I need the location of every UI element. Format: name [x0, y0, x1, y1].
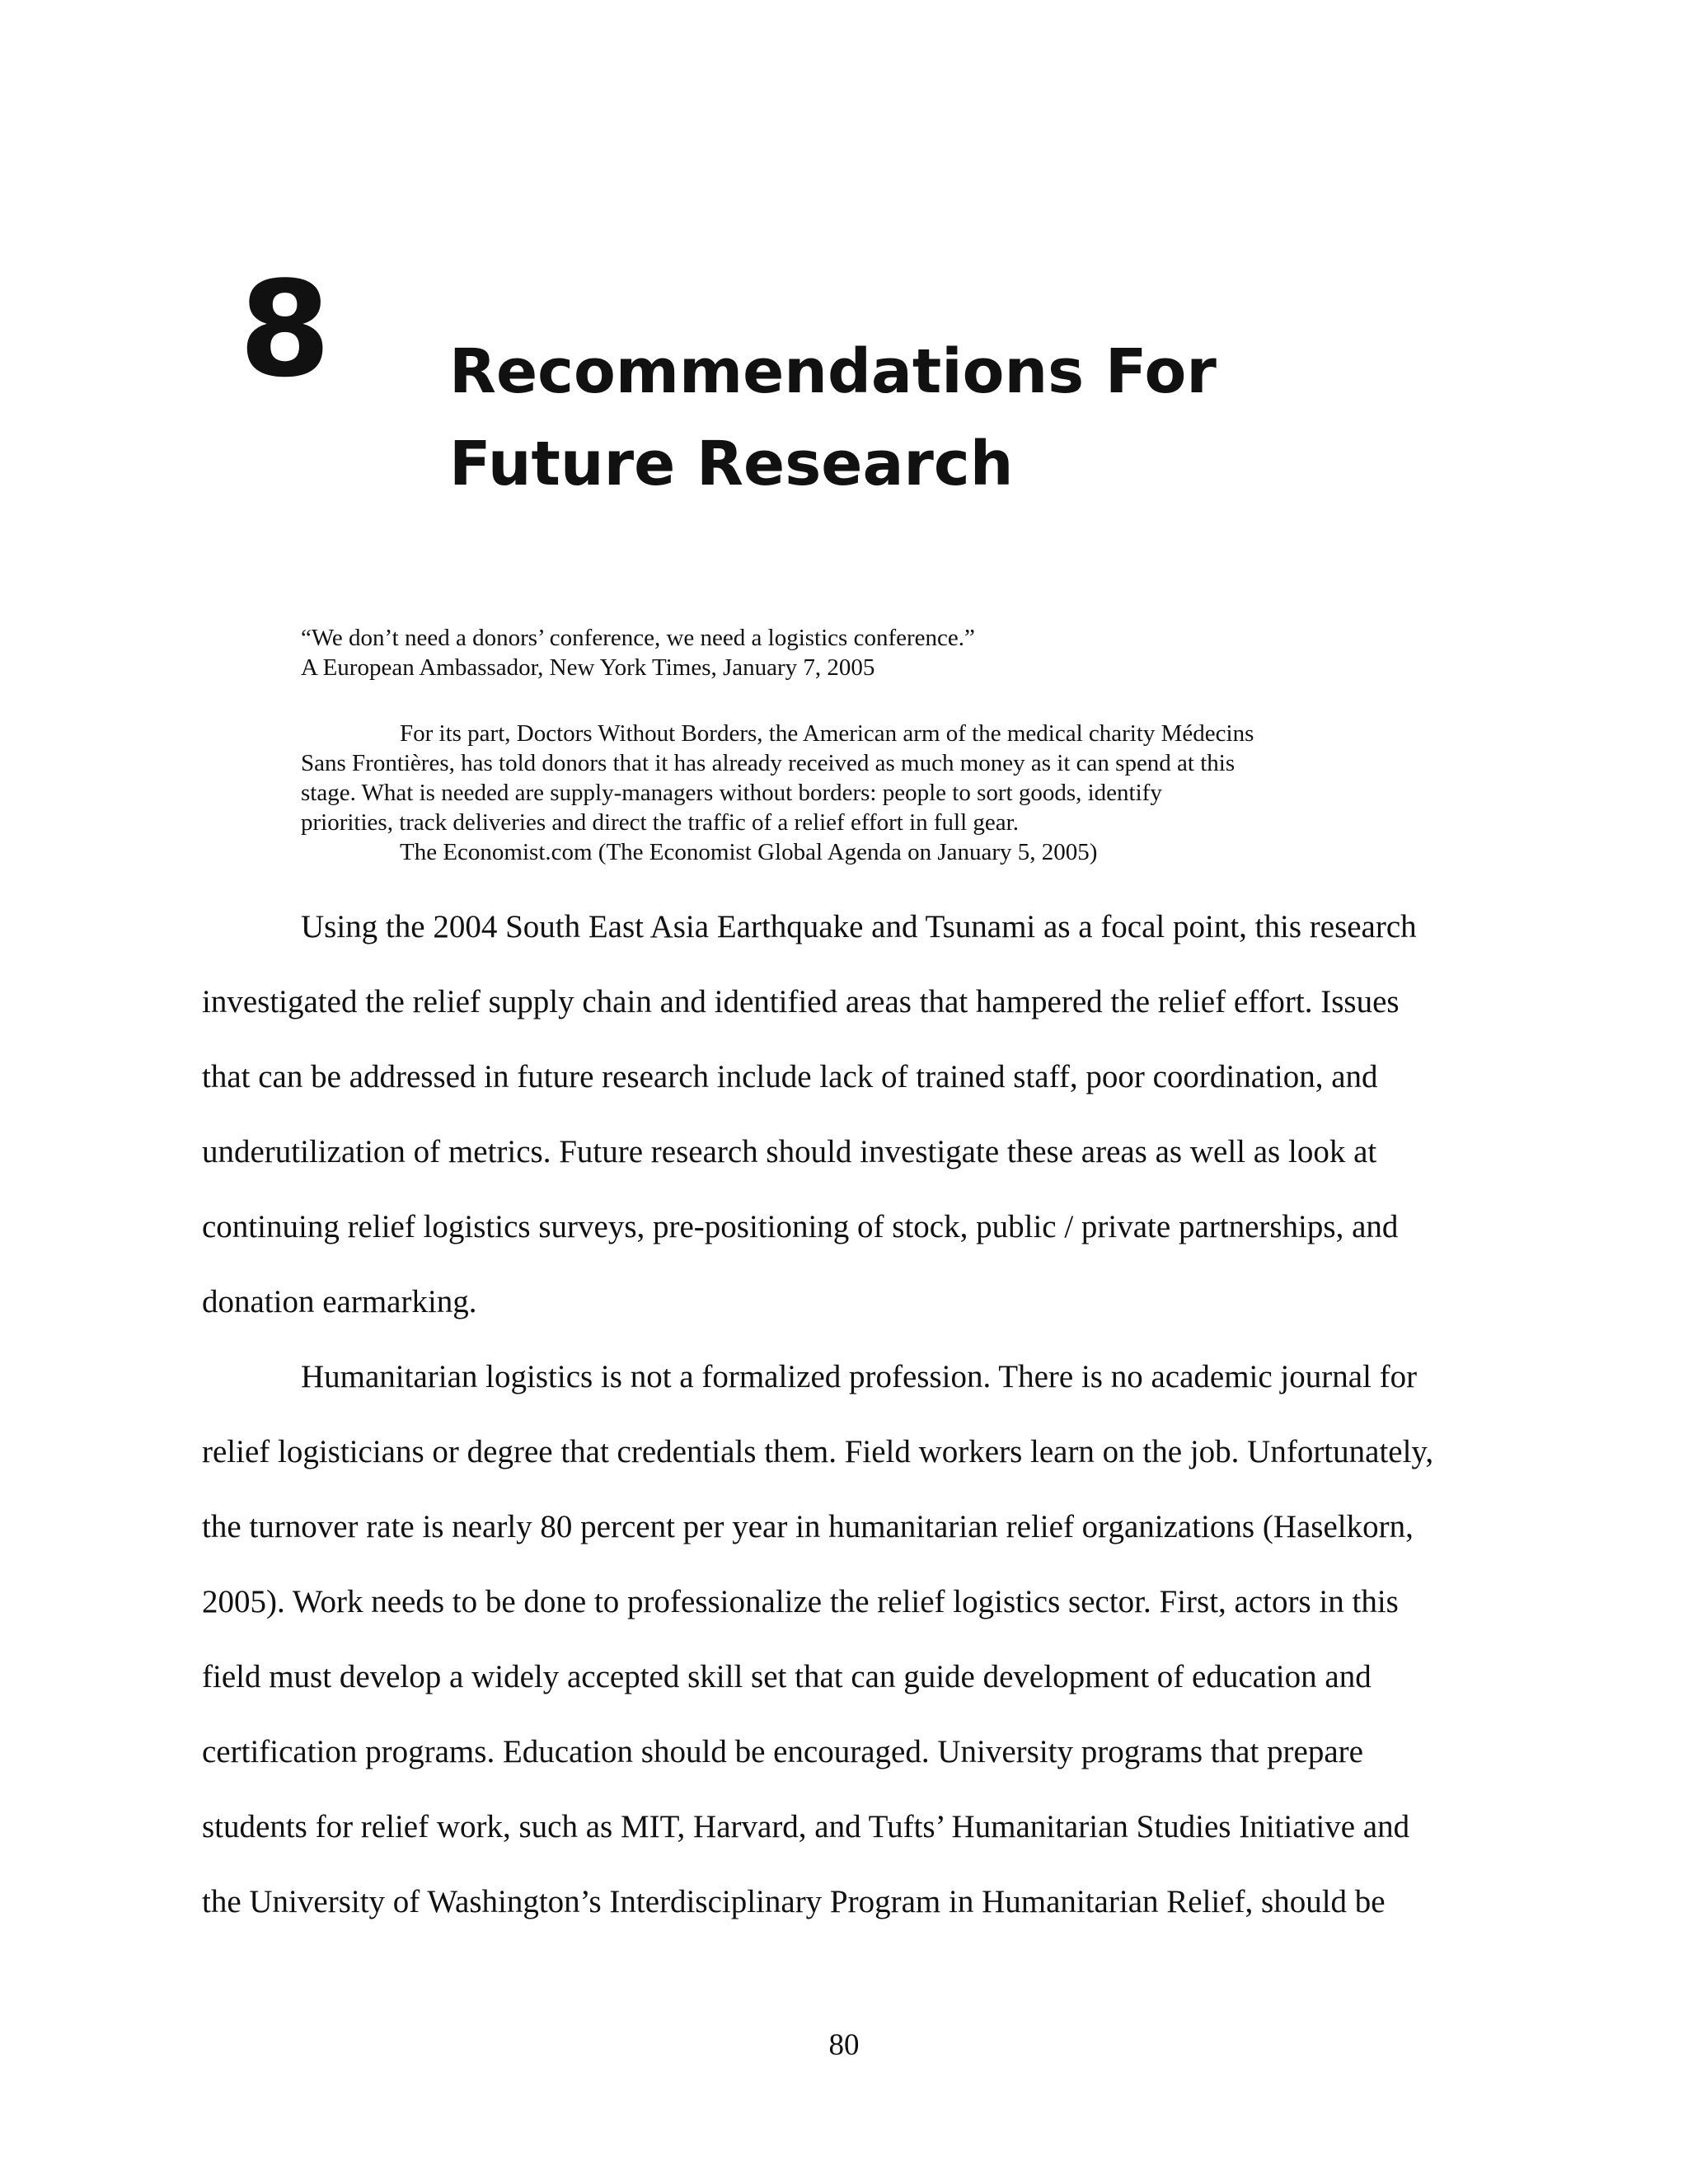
epigraph-line: “We don’t need a donors’ conference, we need a logistics conference.” [301, 625, 975, 651]
paragraph-line: donation earmarking. [202, 1284, 477, 1319]
paragraph-line: the University of Washington’s Interdisciplinary Program in Humanitarian Relief, should be [202, 1884, 1386, 1919]
epigraph-line: priorities, track deliveries and direct the traffic of a relief effort in full gear. [301, 809, 1019, 836]
paragraph-line: Humanitarian logistics is not a formalized profession. There is no academic journal for [301, 1359, 1418, 1394]
paragraph-line: underutilization of metrics. Future research should investigate these areas as well as look at [202, 1134, 1377, 1169]
paragraph-line: that can be addressed in future research include lack of trained staff, poor coordination, and [202, 1059, 1378, 1094]
paragraph-line: students for relief work, such as MIT, Harvard, and Tufts’ Humanitarian Studies Initiative and [202, 1809, 1410, 1844]
paragraph-line: Using the 2004 South East Asia Earthquake and Tsunami as a focal point, this research [301, 909, 1417, 944]
epigraph-quote [301, 623, 1405, 682]
page-number: 80 [828, 2028, 860, 2062]
epigraph-line: stage. What is needed are supply-managers without borders: people to sort goods, identify [301, 780, 1162, 806]
paragraph-line: the turnover rate is nearly 80 percent per year in humanitarian relief organizations (Haselkorn, [202, 1509, 1414, 1544]
chapter-number: 8 [239, 252, 331, 406]
paragraph [202, 1357, 1504, 1957]
epigraph-line: For its part, Doctors Without Borders, the American arm of the medical charity Médecins [400, 720, 1254, 747]
chapter-title-line: Future Research [449, 429, 1014, 499]
epigraph-quote [301, 719, 1405, 867]
paragraph-line: field must develop a widely accepted skill set that can guide development of education and [202, 1659, 1372, 1694]
chapter-title [449, 326, 1521, 510]
epigraph-line: Sans Frontières, has told donors that it has already received as much money as it can spend at this [301, 750, 1236, 776]
chapter-title-line: Recommendations For [449, 336, 1217, 407]
epigraph-attribution: The Economist.com (The Economist Global Agenda on January 5, 2005) [400, 839, 1098, 865]
epigraphs [301, 623, 1405, 867]
epigraph-attribution: A European Ambassador, New York Times, January 7, 2005 [301, 654, 875, 681]
paragraph-line: 2005). Work needs to be done to professionalize the relief logistics sector. First, actors in this [202, 1584, 1399, 1619]
paragraph-line: certification programs. Education should be encouraged. University programs that prepare [202, 1734, 1363, 1769]
paragraph-line: continuing relief logistics surveys, pre-positioning of stock, public / private partnerships, and [202, 1209, 1399, 1244]
body-text [202, 907, 1504, 1957]
paragraph [202, 907, 1504, 1357]
paragraph-line: relief logisticians or degree that credentials them. Field workers learn on the job. Unfortunately, [202, 1434, 1434, 1469]
paragraph-line: investigated the relief supply chain and identified areas that hampered the relief effort. Issues [202, 984, 1400, 1019]
